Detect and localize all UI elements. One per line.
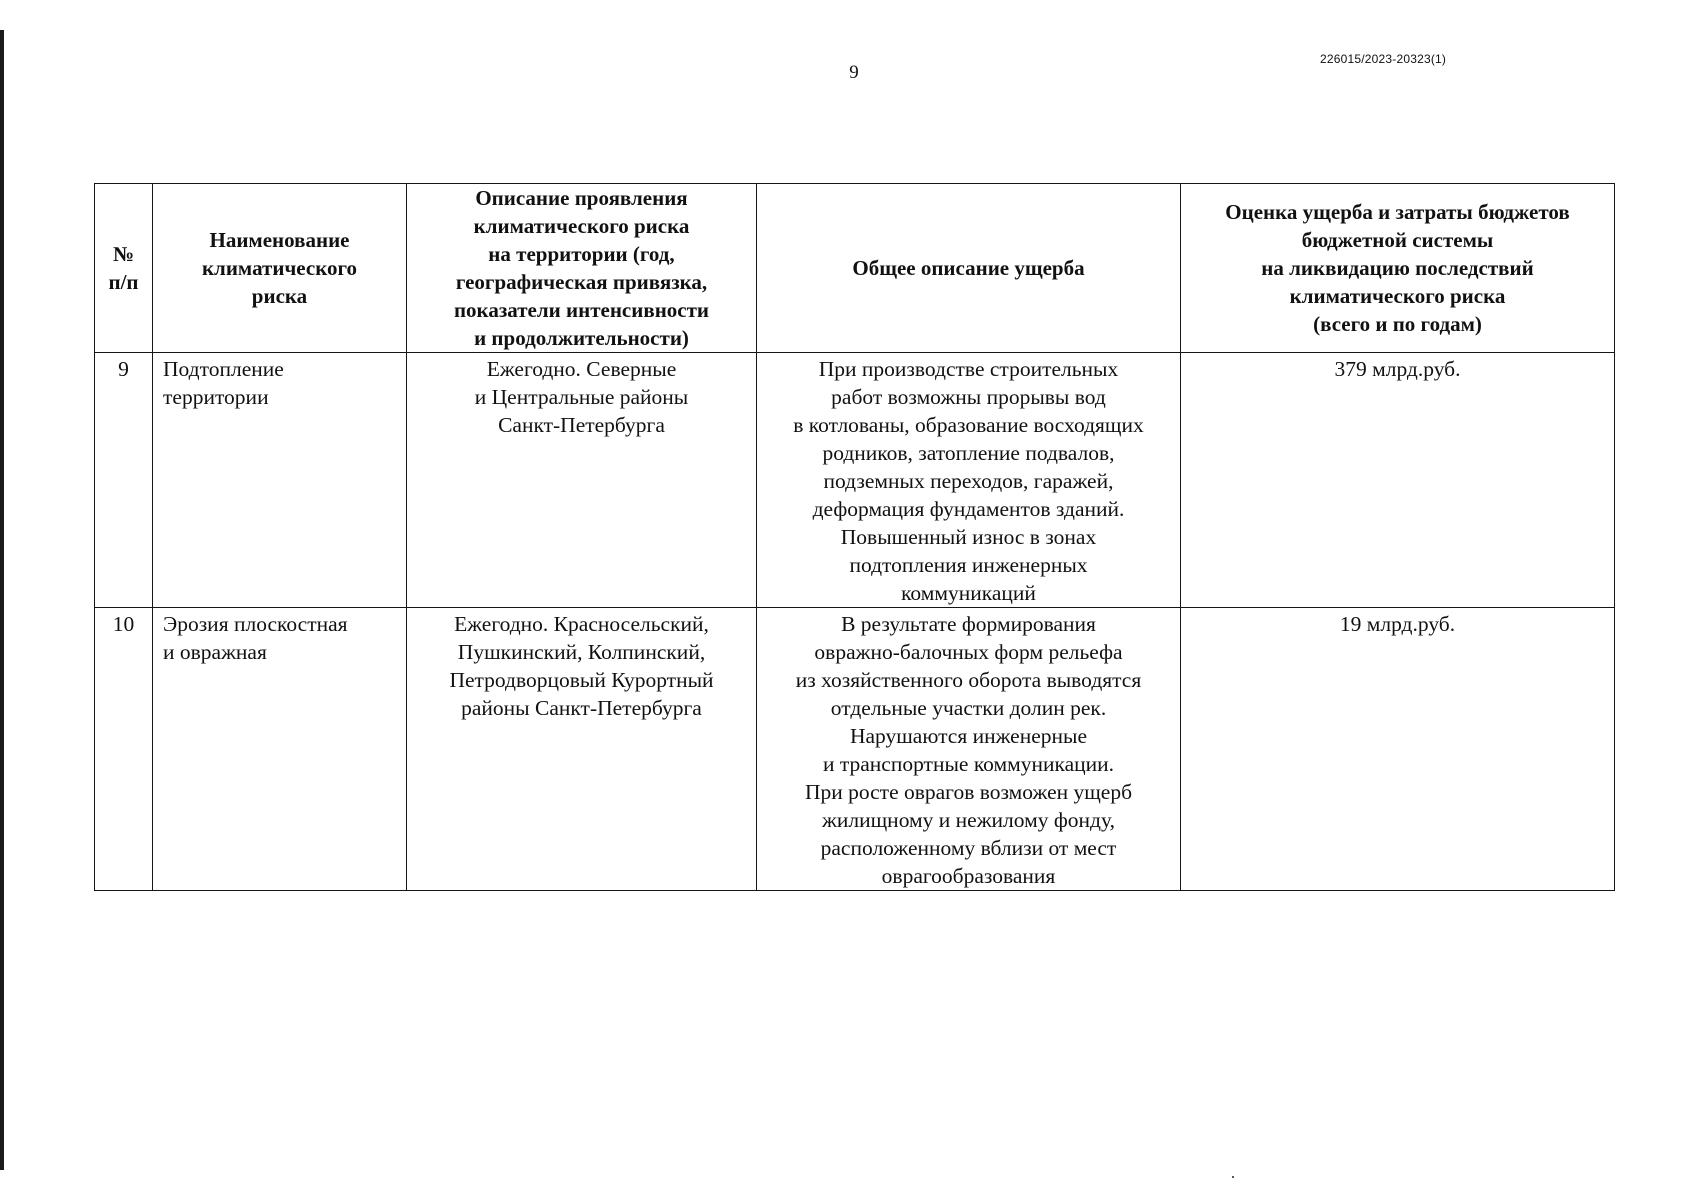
risk-name: Подтопление территории [153, 353, 407, 608]
risk-manifestation: Ежегодно. Северные и Центральные районы Санкт-Петербурга [407, 353, 757, 608]
header-risk-name: Наименование климатического риска [153, 184, 407, 353]
page-number: 9 [849, 62, 859, 83]
header-manifestation: Описание проявления климатического риска на территории (год, географическая привязка, показатели интенсивности и продолжительности) [407, 184, 757, 353]
scan-speck [1232, 1176, 1234, 1178]
header-damage-description: Общее описание ущерба [757, 184, 1181, 353]
climate-risk-table [94, 183, 1615, 891]
table-header-row [95, 184, 1615, 353]
scan-edge-shadow [0, 30, 4, 1170]
risk-name: Эрозия плоскостная и овражная [153, 608, 407, 891]
table-row [95, 608, 1615, 891]
document-id: 226015/2023-20323(1) [1320, 52, 1447, 66]
row-number: 9 [95, 353, 153, 608]
header-number: № п/п [95, 184, 153, 353]
header-cost-estimate: Оценка ущерба и затраты бюджетов бюджетной системы на ликвидацию последствий климатического риска (всего и по годам) [1181, 184, 1615, 353]
table-row [95, 353, 1615, 608]
cost-estimate: 379 млрд.руб. [1181, 353, 1615, 608]
cost-estimate: 19 млрд.руб. [1181, 608, 1615, 891]
damage-description: В результате формирования овражно-балочных форм рельефа из хозяйственного оборота выводятся отдельные участки долин рек. Нарушаются инженерные и транспортные коммуникации. При росте оврагов возможен ущерб жилищному и нежилому фонду, расположенному вблизи от мест оврагообразования [757, 608, 1181, 891]
damage-description: При производстве строительных работ возможны прорывы вод в котлованы, образование восходящих родников, затопление подвалов, подземных переходов, гаражей, деформация фундаментов зданий. Повышенный износ в зонах подтопления инженерных коммуникаций [757, 353, 1181, 608]
row-number: 10 [95, 608, 153, 891]
risk-manifestation: Ежегодно. Красносельский, Пушкинский, Колпинский, Петродворцовый Курортный районы Санкт-Петербурга [407, 608, 757, 891]
